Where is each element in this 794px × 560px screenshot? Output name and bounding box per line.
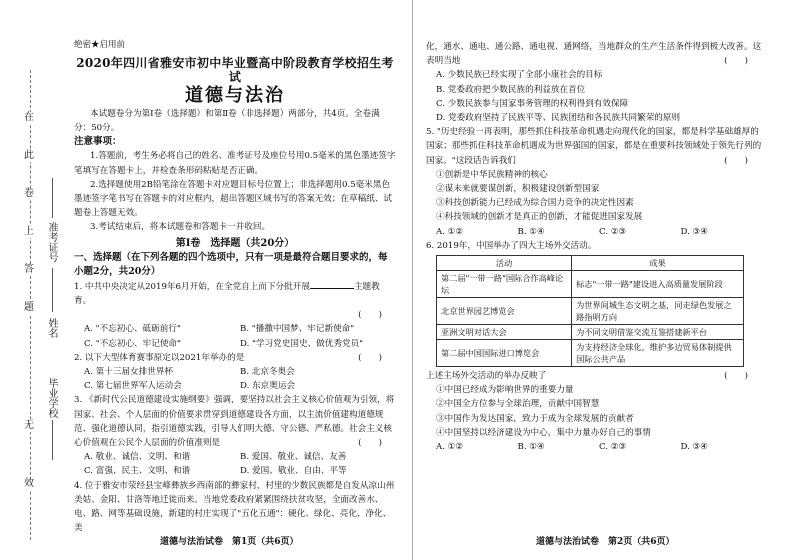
diplomacy-table: [436, 255, 744, 367]
option-d: D. "学习党史国史、做优秀党员": [240, 338, 364, 349]
table-cell: 为世界间城生态文明之基，同走绿色发展之路指明方向: [572, 298, 744, 325]
statement-item: ③中国作为发达国家，致力于成为全球发展的贡献者: [436, 413, 634, 424]
table-row: [437, 298, 744, 325]
option-d: D. 党委政府坚持了民族平等、民族团结和各民族共同繁荣的原则: [436, 113, 681, 124]
table-cell: 为不同文明借鉴交流互鉴搭建新平台: [572, 325, 744, 340]
table-header: 活动: [437, 256, 572, 271]
table-cell: 标志"一带一路"建设进入高质量发展阶段: [572, 271, 744, 298]
statement-item: ①创新是中华民族精神的核心: [436, 169, 548, 180]
table-row: [437, 325, 744, 340]
option-a: A. 敬业、诚信、文明、和谐: [84, 452, 191, 463]
seal-char: 无: [24, 420, 34, 431]
question-stem: 上述主场外交活动的举办反映了: [426, 371, 547, 382]
answer-paren: ( ): [724, 155, 748, 166]
table-header: 成果: [572, 256, 744, 271]
page-divider: [412, 0, 413, 560]
notice-item: 2.选择题使用2B铅笔涂在答题卡对应题目标号位置上；非选择题用0.5毫米黑色墨迹签字笔书写在答题卡的对应框内，超出答题区域书写的答案无效；在草稿纸、试题卷上答题无效。: [74, 179, 392, 219]
notice-item: 1.答题前，考生务必将自己的姓名、准考证号及座位号用0.5毫米的黑色墨迹签字笔填写在答题卡上，并检查条形码粘贴是否正确。: [74, 151, 396, 176]
option-b: B. 北京冬奥会: [240, 367, 295, 378]
question-5-options: [426, 225, 762, 239]
question-stem: 1. 中共中央决定从2019年6月开始，在全党自上而下分批开展: [74, 281, 310, 292]
seal-char: 题: [24, 302, 34, 313]
exam-id-line: [52, 178, 53, 218]
option-a: A. ①②: [436, 226, 464, 237]
question-2: [74, 351, 396, 365]
question-2-options: [74, 365, 396, 393]
table-header-row: [437, 256, 744, 271]
name-line: [52, 268, 53, 312]
option-a: A. 少数民族已经实现了全部小康社会的目标: [436, 70, 603, 81]
section-1-title: 一、选择题（在下列各题的四个选项中，只有一项是最符合题目要求的，每小题2分，共20分）: [74, 251, 388, 277]
question-6: 6. 2019年，中国举办了四大主场外交活动。: [426, 240, 597, 251]
part-1-title: 第Ⅰ卷 选择题（共20分）: [175, 237, 295, 249]
question-stem: 化，通水、通电、通公路、通电视、通网络，当地群众的生产生活条件得到极大改善。这表明当地: [426, 42, 762, 67]
option-d: D. 东京奥运会: [240, 381, 296, 392]
seal-char: 答: [24, 264, 34, 275]
question-stem: 4. 位于雅安市荥经县宝峰彝族乡西南部的彝家村，村里的少数民族都是自发从凉山州美姑、金阳、甘洛等地迁徙而来。当地党委政府紧紧围绕扶贫攻坚，全面改善水、电、路、网等基础设施，新建的村庄实现了"五化五通"：硬化、绿化、亮化、净化、美: [74, 480, 395, 534]
seal-char: 在: [24, 112, 34, 123]
question-3: [74, 393, 396, 450]
option-a: A. ①②: [436, 442, 464, 453]
secret-mark: 绝密★启用前: [74, 40, 126, 50]
answer-paren: ( ): [724, 371, 748, 382]
exam-id-label: 准考证号: [46, 222, 57, 262]
option-c: C. ②③: [599, 226, 627, 237]
table-cell: 北京世界园艺博览会: [437, 298, 572, 325]
table-cell: 亚洲文明对话大会: [437, 325, 572, 340]
option-b: B. 爱国、敬业、诚信、友善: [240, 452, 347, 463]
page-1-footer: 道德与法治试卷 第1页（共6页）: [160, 537, 299, 547]
question-stem: 5. "历史经验一再表明，那些抓住科技革命机遇走向现代化的国家，都是科学基础雄厚的国家；那些抓住科技革命机遇成为世界强国的国家，都是在重要科技领域处于领先行列的国家。"这段话告诉我们: [426, 127, 762, 166]
page-2: [426, 40, 762, 454]
table-cell: 为支持经济全球化，维护多边贸易体制提供国际公共产品: [572, 340, 744, 367]
option-b: B. ①④: [517, 442, 545, 453]
question-4-continued: [426, 40, 762, 68]
question-5-items: [426, 168, 762, 225]
table-row: [437, 340, 744, 367]
option-c: C. ②③: [599, 442, 627, 453]
statement-item: ②谋未来就要谋创新，积极建设创新型国家: [436, 184, 600, 195]
question-stem: 3. 《新时代公民道德建设实施纲要》强调，要坚持以社会主义核心价值观为引领，将国家、社会、个人层面的价值要求贯穿到道德建设各方面，以主流价值建构道德规范、强化道德认同，指引道德实践，引导人们明大德、守公德、严私德。社会主义核心价值观在公民个人层面的价值准则是: [74, 395, 395, 449]
statement-item: ②中国全方位参与全球治理，贡献中国智慧: [436, 399, 600, 410]
option-c: C. "不忘初心、牢记使命": [84, 338, 181, 349]
school-label: 毕业学校: [46, 378, 57, 418]
table-cell: 第二届中国国际进口博览会: [437, 340, 572, 367]
seal-char: 效: [24, 478, 34, 489]
question-6-items: [426, 383, 762, 440]
question-4-options: [426, 68, 762, 125]
seal-char: 此: [24, 150, 34, 161]
question-6-stem: [426, 369, 762, 383]
name-label: 姓名: [46, 318, 57, 338]
option-d: D. ③④: [680, 226, 708, 237]
statement-item: ①中国已经成为影响世界的重要力量: [436, 385, 574, 396]
seal-char: 卷: [24, 188, 34, 199]
question-stem: 2. 以下大型体育赛事原定以2021年举办的是: [74, 352, 245, 363]
question-5: [426, 125, 762, 168]
option-b: B. "播撒中国梦、牢记新使命": [240, 324, 355, 335]
question-4: [74, 479, 396, 536]
option-b: B. 党委政府把少数民族的利益放在首位: [436, 84, 586, 95]
subject-title: 道德与法治: [185, 84, 285, 106]
option-d: D. 爱国、敬业、自由、平等: [240, 466, 347, 477]
option-c: C. 第七届世界军人运动会: [84, 381, 182, 392]
question-6-options: [426, 440, 762, 454]
answer-paren: ( ): [358, 310, 382, 321]
statement-item: ③科技创新能力已经成为综合国力竞争的决定性因素: [436, 198, 634, 209]
question-1-options: [74, 322, 396, 350]
answer-paren: ( ): [358, 352, 382, 363]
question-stem-end: 主题教育。: [74, 281, 380, 307]
binding-margin: [0, 0, 70, 560]
exam-intro: 本试题卷分为第Ⅰ卷（选择题）和第Ⅱ卷（非选择题）两部分，共4页。全卷满分：50分。: [74, 108, 380, 134]
notice-heading: 注意事项：: [74, 136, 122, 148]
question-3-options: [74, 450, 396, 478]
option-c: C. 富强、民主、文明、和谐: [84, 466, 191, 477]
option-d: D. ③④: [680, 442, 708, 453]
answer-paren: ( ): [724, 56, 748, 67]
table-row: [437, 271, 744, 298]
question-1: [74, 279, 396, 323]
option-b: B. ①④: [517, 226, 545, 237]
statement-item: ④中国坚持以经济建设为中心，集中力量办好自己的事情: [436, 427, 651, 438]
exam-title: 2020年四川省雅安市初中毕业暨高中阶段教育学校招生考试: [76, 56, 394, 85]
option-a: A. 第十三届女排世界杯: [84, 367, 174, 378]
statement-item: ④科技领域的创新才是真正的创新，才能促进国家发展: [436, 212, 643, 223]
school-line: [52, 420, 53, 460]
notice-item: 3.考试结束后，将本试题卷和答题卡一并收回。: [90, 222, 271, 233]
option-a: A. "不忘初心、砥砺前行": [84, 324, 181, 335]
page-1: [74, 38, 396, 536]
page-2-footer: 道德与法治试卷 第2页（共6页）: [536, 537, 675, 547]
fill-blank: [310, 279, 354, 289]
answer-paren: ( ): [358, 438, 382, 449]
option-c: C. 少数民族参与国家事务管理的权利得到有效保障: [436, 98, 629, 109]
seal-char: 上: [24, 226, 34, 237]
table-cell: 第二届"一带一路"国际合作高峰论坛: [437, 271, 572, 298]
